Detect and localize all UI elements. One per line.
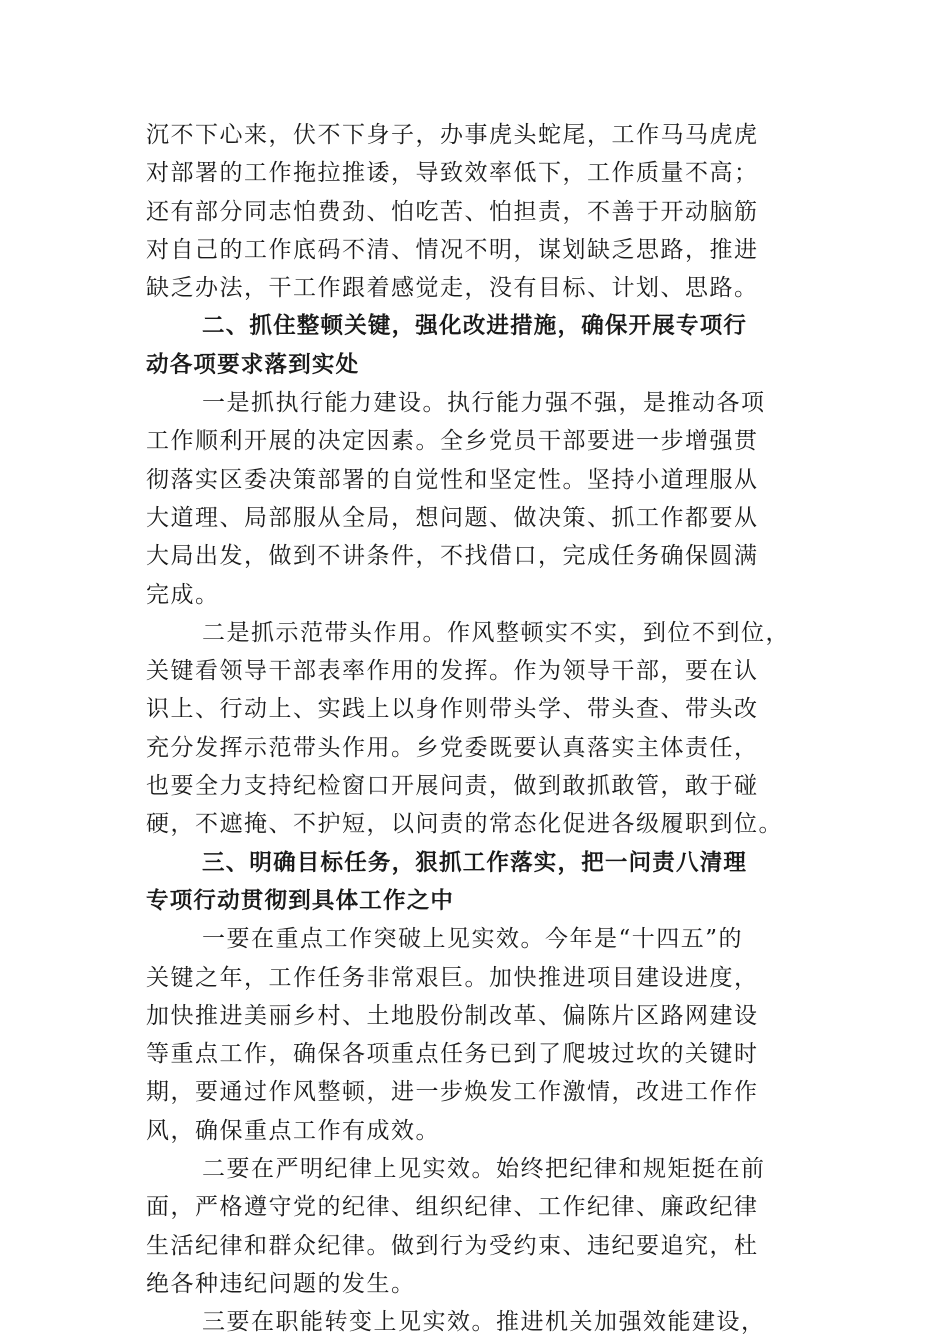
paragraph-line: 一是抓执行能力建设。执行能力强不强，是推动各项	[202, 390, 766, 417]
section-heading-line: 动各项要求落到实处	[146, 351, 360, 378]
paragraph-line: 完成。	[146, 581, 220, 608]
paragraph-line: 生活纪律和群众纪律。做到行为受约束、违纪要追究，杜	[146, 1232, 759, 1259]
paragraph-line: 关键看领导干部表率作用的发挥。作为领导干部，要在认	[146, 658, 759, 685]
paragraph-line: 识上、行动上、实践上以身作则带头学、带头查、带头改	[146, 696, 759, 723]
paragraph-line: 缺乏办法，干工作跟着感觉走，没有目标、计划、思路。	[146, 275, 759, 302]
paragraph-line: 彻落实区委决策部署的自觉性和坚定性。坚持小道理服从	[146, 466, 759, 493]
paragraph-line: 对自己的工作底码不清、情况不明，谋划缺乏思路，推进	[146, 236, 759, 263]
paragraph-line: 还有部分同志怕费劲、怕吃苦、怕担责，不善于开动脑筋	[146, 198, 759, 225]
paragraph-line: 期，要通过作风整顿，进一步焕发工作激情，改进工作作	[146, 1079, 759, 1106]
paragraph-line: 三要在职能转变上见实效。推进机关加强效能建设，	[202, 1309, 766, 1336]
paragraph-line: 充分发挥示范带头作用。乡党委既要认真落实主体责任，	[146, 734, 759, 761]
paragraph-line: 工作顺利开展的决定因素。全乡党员干部要进一步增强贯	[146, 428, 759, 455]
paragraph-line: 二是抓示范带头作用。作风整顿实不实，到位不到位，	[202, 619, 790, 646]
paragraph-line: 也要全力支持纪检窗口开展问责，做到敢抓敢管，敢于碰	[146, 773, 759, 800]
paragraph-line: 大局出发，做到不讲条件，不找借口，完成任务确保圆满	[146, 543, 759, 570]
section-heading-line: 专项行动贯彻到具体工作之中	[146, 887, 455, 914]
paragraph-line: 关键之年，工作任务非常艰巨。加快推进项目建设进度，	[146, 964, 759, 991]
document-page	[146, 116, 808, 1342]
paragraph-line: 一要在重点工作突破上见实效。今年是“十四五”的	[202, 926, 744, 953]
section-heading-line: 三、明确目标任务，狠抓工作落实，把一问责八清理	[202, 849, 748, 876]
paragraph-line: 对部署的工作拖拉推诿，导致效率低下，工作质量不高；	[146, 160, 759, 187]
paragraph-line: 绝各种违纪问题的发生。	[146, 1270, 416, 1297]
paragraph-line: 风，确保重点工作有成效。	[146, 1117, 440, 1144]
paragraph-line: 沉不下心来，伏不下身子，办事虎头蛇尾，工作马马虎虎	[146, 122, 759, 148]
paragraph-line: 二要在严明纪律上见实效。始终把纪律和规矩挺在前	[202, 1156, 766, 1183]
paragraph-line: 大道理、局部服从全局，想问题、做决策、抓工作都要从	[146, 504, 759, 531]
paragraph-line: 面，严格遵守党的纪律、组织纪律、工作纪律、廉政纪律	[146, 1194, 759, 1221]
paragraph-line: 等重点工作，确保各项重点任务已到了爬坡过坎的关键时	[146, 1041, 759, 1068]
paragraph-line: 加快推进美丽乡村、土地股份制改革、偏陈片区路网建设	[146, 1002, 759, 1029]
paragraph-line: 硬，不遮掩、不护短，以问责的常态化促进各级履职到位。	[146, 811, 783, 838]
section-heading-line: 二、抓住整顿关键，强化改进措施，确保开展专项行	[202, 313, 748, 340]
